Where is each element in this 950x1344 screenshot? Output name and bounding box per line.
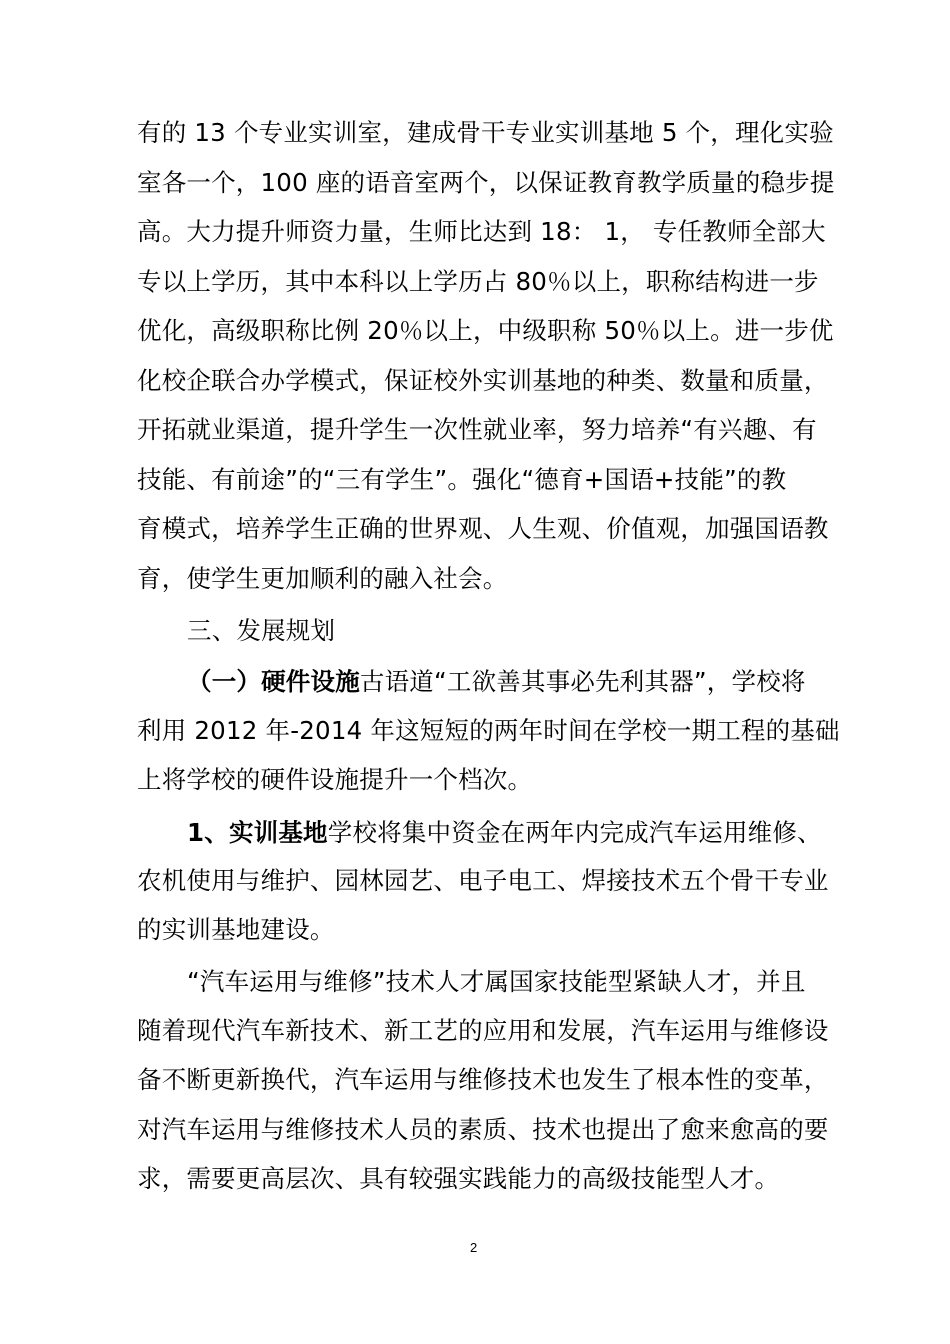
body-text-line: 开拓就业渠道，提升学生一次性就业率，努力培养“有兴趣、有	[137, 415, 817, 444]
paragraph-first-line	[187, 816, 822, 850]
body-text-line: 技能、有前途”的“三有学生”。强化“德育+国语+技能”的教	[137, 465, 787, 494]
body-text-line: 农机使用与维护、园林园艺、电子电工、焊接技术五个骨干专业	[137, 866, 829, 895]
paragraph-first-line: “汽车运用与维修”技术人才属国家技能型紧缺人才，并且	[187, 967, 806, 996]
subsection-label: 1、实训基地	[187, 818, 328, 847]
body-text-line: 利用 2012 年-2014 年这短短的两年时间在学校一期工程的基础	[137, 716, 840, 745]
paragraph-first-line	[187, 665, 806, 699]
body-text-line: 有的 13 个专业实训室，建成骨干专业实训基地 5 个，理化实验	[137, 118, 834, 147]
body-text-span: 古语道“工欲善其事必先利其器”，学校将	[359, 667, 806, 696]
body-text-line: 育模式，培养学生正确的世界观、人生观、价值观，加强国语教	[137, 514, 829, 543]
body-text-line: 室各一个，100 座的语音室两个，以保证教育教学质量的稳步提	[137, 168, 835, 197]
body-text-line: 化校企联合办学模式，保证校外实训基地的种类、数量和质量，	[137, 366, 829, 395]
section-heading: 三、发展规划	[187, 616, 336, 645]
body-text-line: 优化，高级职称比例 20％以上，中级职称 50％以上。进一步优	[137, 316, 834, 345]
body-text-line: 备不断更新换代，汽车运用与维修技术也发生了根本性的变革，	[137, 1065, 829, 1094]
body-text-line: 专以上学历，其中本科以上学历占 80％以上，职称结构进一步	[137, 267, 819, 296]
body-text-line: 求，需要更高层次、具有较强实践能力的高级技能型人才。	[137, 1164, 780, 1193]
body-text-line: 的实训基地建设。	[137, 915, 335, 944]
body-text-span: 学校将集中资金在两年内完成汽车运用维修、	[327, 818, 822, 847]
page-number: 2	[470, 1240, 478, 1255]
subsection-label: （一）硬件设施	[187, 667, 360, 696]
body-text-line: 高。大力提升师资力量，生师比达到 18： 1， 专任教师全部大	[137, 217, 826, 246]
body-text-line: 上将学校的硬件设施提升一个档次。	[137, 765, 533, 794]
body-text-line: 对汽车运用与维修技术人员的素质、技术也提出了愈来愈高的要	[137, 1115, 829, 1144]
body-text-line: 随着现代汽车新技术、新工艺的应用和发展，汽车运用与维修设	[137, 1016, 829, 1045]
body-text-line: 育，使学生更加顺利的融入社会。	[137, 564, 508, 593]
